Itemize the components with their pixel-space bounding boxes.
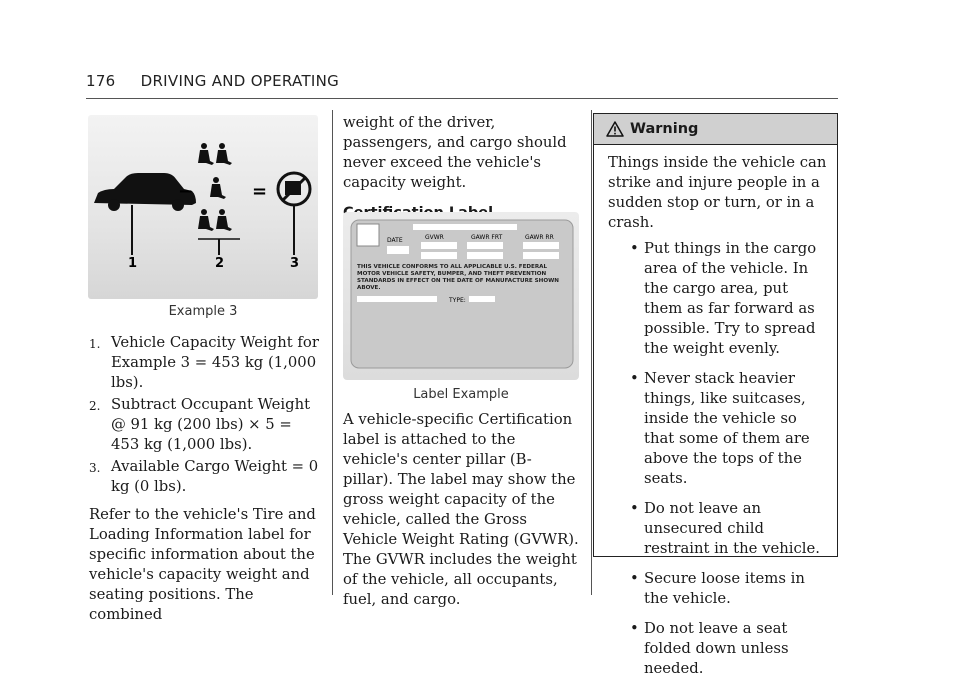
warning-intro: Things inside the vehicle can strike and injure people in a sudden stop or turn, or in a crash. [608,154,827,231]
equals-sign: = [252,181,268,202]
list-item: • Secure loose items in the vehicle. [630,570,805,607]
list-item: • Do not leave an unsecured child restraint in the vehicle. [630,500,820,557]
label-date-field: DATE [387,237,403,244]
label-conformance-statement: THIS VEHICLE CONFORMS TO ALL APPLICABLE U.S. FEDERAL MOTOR VEHICLE SAFETY, BUMPER, AND THEFT PREVENTION STANDARDS IN EFFECT ON THE DATE OF MANUFACTURE SHOWN ABOVE. [357,264,559,291]
column-divider-1 [332,110,333,595]
label-example-illustration [343,212,579,380]
example-3-illustration [88,115,318,299]
column-2-lower [343,410,581,610]
column-1 [89,333,324,625]
label-gawr-frt-field: GAWR FRT [471,234,503,241]
page-header [86,72,339,90]
callout-3: 3 [290,256,300,271]
section-title: DRIVING AND OPERATING [140,72,340,90]
warning-list [608,239,827,679]
label-type-field: TYPE: [449,297,466,304]
occupant-icons [198,143,232,231]
page-number: 176 [86,72,116,90]
minus-sign: − [178,181,194,202]
warning-box [593,113,838,677]
column-divider-2 [591,110,592,595]
callout-2: 2 [215,256,225,271]
warning-body [594,145,837,679]
warning-title: Warning [630,121,699,137]
list-item: • Put things in the cargo area of the vehicle. In the cargo area, put them as far forward as possible. Try to spread the weight evenly. [630,240,817,357]
callout-1: 1 [128,256,138,271]
header-divider [86,98,838,99]
figure-caption-label-example: Label Example [413,387,509,402]
step-item: 2. Subtract Occupant Weight @ 91 kg (200 lbs) × 5 = 453 kg (1,000 lbs). [89,396,311,453]
label-gvwr-field: GVWR [425,234,444,241]
list-item: • Do not leave a seat folded down unless needed. [630,620,789,677]
column-2 [343,113,581,223]
step-item: 3. Available Cargo Weight = 0 kg (0 lbs). [89,458,319,495]
label-gawr-rr-field: GAWR RR [525,234,554,241]
example-steps [89,333,324,497]
body-paragraph-continued: weight of the driver, passengers, and cargo should never exceed the vehicle's capacity weight. [343,114,567,191]
step-item: 1. Vehicle Capacity Weight for Example 3 = 453 kg (1,000 lbs). [89,334,319,391]
warning-triangle-icon [606,121,624,137]
certification-label-diagram [343,212,579,380]
body-paragraph: Refer to the vehicle's Tire and Loading Information label for specific information about the vehicle's capacity weight and seating positions. The combined [89,506,316,623]
certification-paragraph: A vehicle-specific Certification label is attached to the vehicle's center pillar (B-pillar). The label may show the gross weight capacity of the vehicle, called the Gross Vehicle Weight Rating (GVWR). The GVWR includes the weight of the vehicle, all occupants, fuel, and cargo. [343,411,579,608]
warning-header [594,114,837,145]
list-item: • Never stack heavier things, like suitcases, inside the vehicle so that some of them are above the tops of the seats. [630,370,810,487]
figure-caption-example-3: Example 3 [168,304,238,319]
capacity-diagram [88,115,318,299]
